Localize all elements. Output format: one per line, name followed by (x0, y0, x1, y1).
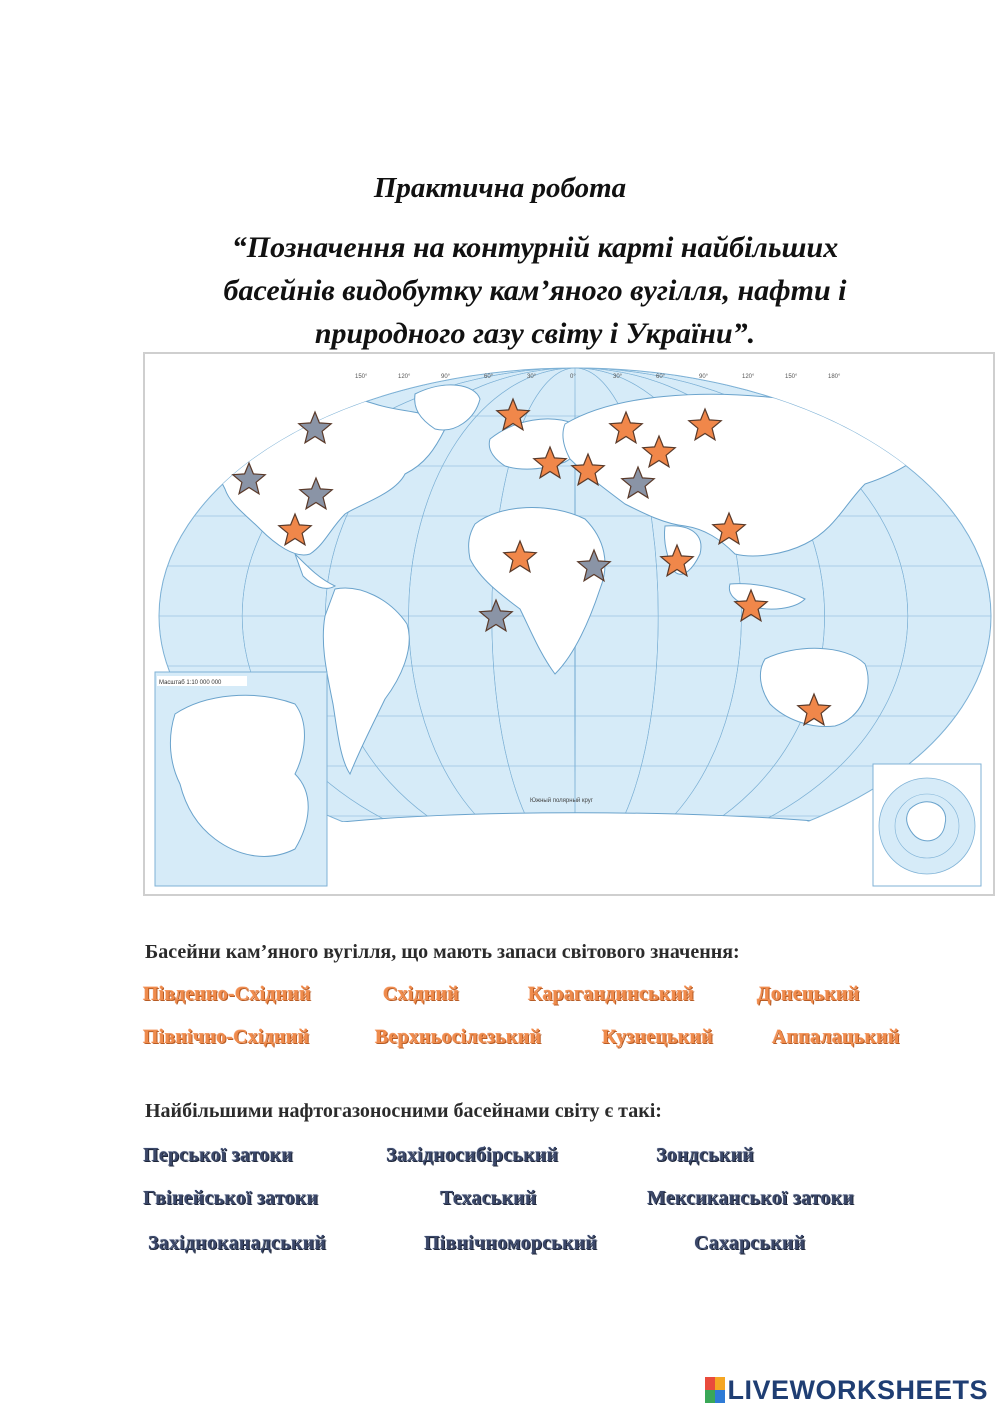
map-canvas (145, 354, 993, 894)
oil-basin-chip[interactable]: Мексиканської затоки (647, 1187, 855, 1209)
oil-basin-chip[interactable]: Сахарський (694, 1232, 806, 1254)
worksheet-subtitle (150, 226, 920, 355)
coal-basin-chip[interactable]: Кузнецький (602, 1026, 714, 1048)
degree-label: 30° (613, 374, 623, 380)
oil-basin-chip[interactable]: Зондський (656, 1144, 755, 1166)
degree-label: 30° (527, 374, 537, 380)
map-blank-area (331, 822, 861, 894)
oil-basin-chip[interactable]: Техаський (440, 1187, 537, 1209)
degree-label: 180° (828, 374, 841, 380)
oil-basin-chip[interactable]: Північноморський (424, 1232, 598, 1254)
subtitle-line: природного газу світу і України”. (314, 317, 756, 350)
liveworksheets-logo[interactable] (705, 1375, 988, 1405)
subtitle-line: “Позначення на контурній карті найбільших (231, 231, 839, 264)
coal-basin-chip[interactable]: Східний (383, 983, 460, 1005)
oil-basin-chip[interactable]: Гвінейської затоки (143, 1187, 319, 1209)
coal-basin-chip[interactable]: Донецький (757, 983, 860, 1005)
degree-label: 120° (742, 374, 755, 380)
antarctica-inset-map (873, 764, 981, 886)
degree-label: 90° (699, 374, 709, 380)
degree-label: 120° (398, 374, 411, 380)
degree-label: 60° (656, 374, 666, 380)
oil-basin-chip[interactable]: Західносибірський (386, 1144, 559, 1166)
coal-section-heading: Басейни кам’яного вугілля, що мають запаси світового значення: (145, 941, 740, 963)
inset-scale-label: Масштаб 1:10 000 000 (159, 680, 222, 686)
coal-basin-chip[interactable]: Аппалацький (772, 1026, 900, 1048)
degree-label: 0° (570, 374, 576, 380)
coal-basin-chip[interactable]: Південно-Східний (143, 983, 312, 1005)
coal-basin-chip[interactable]: Північно-Східний (143, 1026, 310, 1048)
logo-text: LIVEWORKSHEETS (727, 1374, 988, 1405)
europe-inset-map (155, 672, 327, 886)
degree-label: 150° (785, 374, 798, 380)
liveworksheets-logo-icon (705, 1377, 725, 1403)
coal-basin-chip[interactable]: Верхньосілезький (375, 1026, 542, 1048)
oil-section-heading: Найбільшими нафтогазоносними басейнами світу є такі: (145, 1100, 662, 1122)
oil-basin-chip[interactable]: Західноканадський (148, 1232, 327, 1254)
page-title: Практична робота (373, 172, 627, 204)
degree-label: 60° (484, 374, 494, 380)
polar-circle-label: Южный полярный круг (530, 798, 593, 804)
world-contour-map (143, 352, 995, 896)
oil-basin-chip[interactable]: Перської затоки (143, 1144, 293, 1166)
coal-basin-chip[interactable]: Карагандинський (528, 983, 695, 1005)
degree-label: 90° (441, 374, 451, 380)
degree-label: 150° (355, 374, 368, 380)
subtitle-line: басейнів видобутку кам’яного вугілля, нафти і (223, 274, 847, 307)
